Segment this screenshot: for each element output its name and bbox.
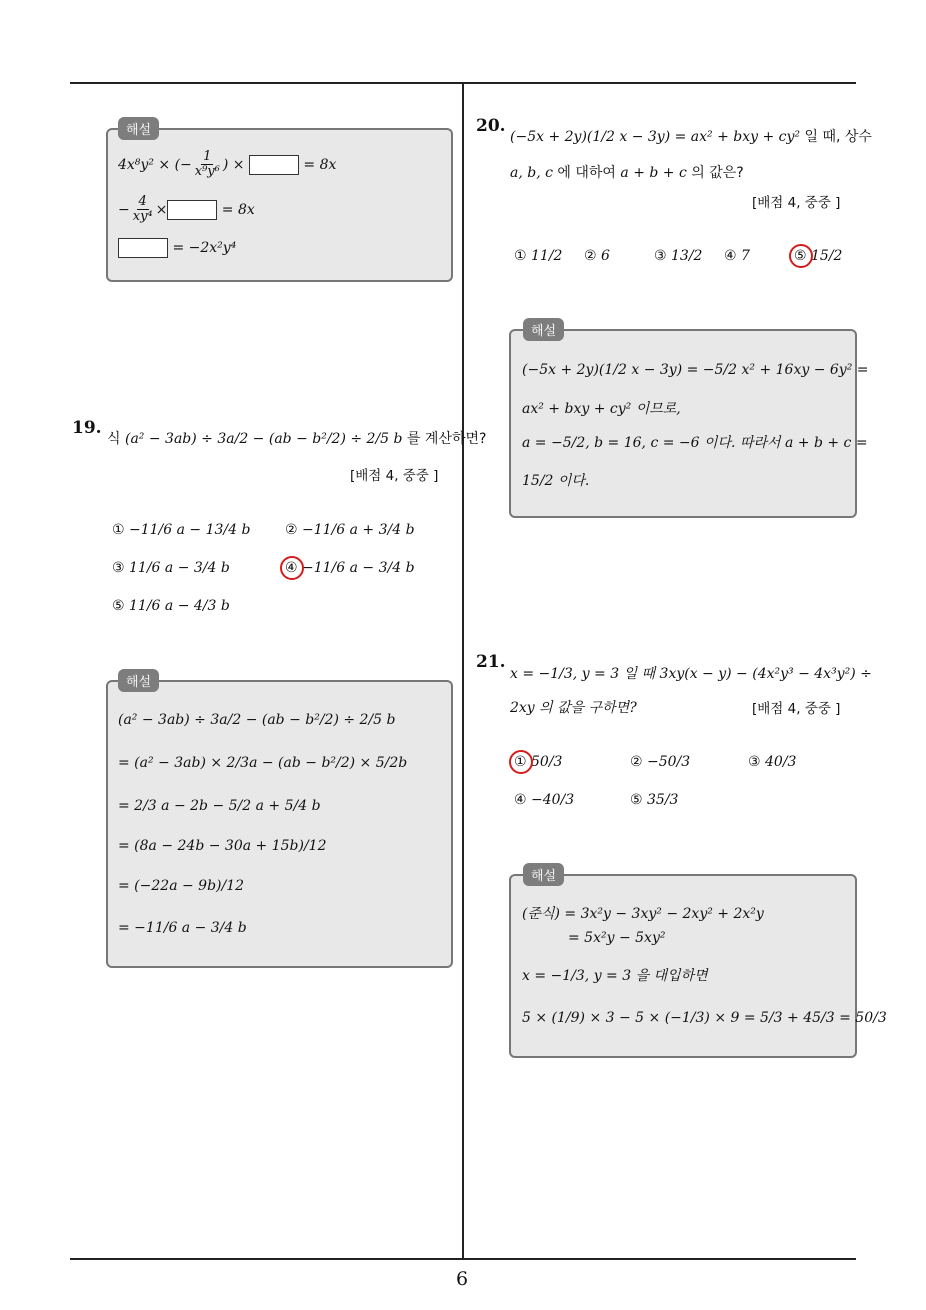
q19-question: 식 (a² − 3ab) ÷ 3a/2 − (ab − b²/2) ÷ 2/5 b 를 계산하면? [107, 431, 487, 447]
q19-option-2[interactable]: ② −11/6 a + 3/4 b [285, 522, 415, 538]
q20-option-2[interactable]: ② 6 [584, 248, 610, 264]
q21-answer-circle-mark [509, 750, 533, 774]
q20-option-5[interactable]: ⑤ 15/2 [794, 248, 843, 264]
q19-solution-line: (a² − 3ab) ÷ 3a/2 − (ab − b²/2) ÷ 2/5 b [118, 712, 396, 728]
q20-answer-circle-mark [789, 244, 813, 268]
q20-question-line-1: (−5x + 2y)(1/2 x − 3y) = ax² + bxy + cy² 일 때, 상수 [510, 129, 872, 145]
q21-option-4[interactable]: ④ −40/3 [514, 792, 575, 808]
q21-solution-line: (준식) = 3x²y − 3xy² − 2xy² + 2x²y [522, 906, 764, 922]
q20-points: [배점 4, 중중 ] [752, 195, 841, 211]
q20-solution-line: 15/2 이다. [522, 473, 590, 489]
q21-question-line-2: 2xy 의 값을 구하면? [510, 700, 637, 716]
q20-question-line-2: a, b, c 에 대하여 a + b + c 의 값은? [510, 165, 744, 181]
q20-hint-tag: 해설 [523, 318, 564, 341]
q21-hint-tag: 해설 [523, 863, 564, 886]
q18-solution-line-1: 4x⁸y² × (− $\frac{1}{\text{x⁹y⁶}}$ ) × = 8x [118, 149, 337, 180]
q21-option-3[interactable]: ③ 40/3 [748, 754, 797, 770]
q19-option-1[interactable]: ① −11/6 a − 13/4 b [112, 522, 251, 538]
q20-option-4[interactable]: ④ 7 [724, 248, 750, 264]
q21-solution-line: = 5x²y − 5xy² [568, 930, 666, 946]
q19-option-4[interactable]: ④ −11/6 a − 3/4 b [285, 560, 415, 576]
q19-solution-line: = 2/3 a − 2b − 5/2 a + 5/4 b [118, 798, 321, 814]
q19-solution-line: = −11/6 a − 3/4 b [118, 920, 247, 936]
q18-solution-line-2: − $\frac{4}{\text{xy⁴}}$ × = 8x [118, 194, 255, 225]
q21-points: [배점 4, 중중 ] [752, 701, 841, 717]
q19-solution-line: = (−22a − 9b)/12 [118, 878, 245, 894]
q20-number: 20. [476, 116, 506, 136]
q18-solution-line-3: = −2x²y⁴ [118, 238, 236, 258]
q21-number: 21. [476, 652, 506, 672]
q20-solution-line: a = −5/2, b = 16, c = −6 이다. 따라서 a + b + c = [522, 435, 868, 451]
q19-option-5[interactable]: ⑤ 11/6 a − 4/3 b [112, 598, 230, 614]
q19-points: [배점 4, 중중 ] [350, 468, 439, 484]
q19-solution-line: = (a² − 3ab) × 2/3a − (ab − b²/2) × 5/2b [118, 755, 408, 771]
q19-option-3[interactable]: ③ 11/6 a − 3/4 b [112, 560, 230, 576]
q21-option-5[interactable]: ⑤ 35/3 [630, 792, 679, 808]
q21-solution-line: 5 × (1/9) × 3 − 5 × (−1/3) × 9 = 5/3 + 45/3 = 50/3 [522, 1010, 887, 1026]
answer-blank [249, 155, 299, 175]
q20-option-3[interactable]: ③ 13/2 [654, 248, 703, 264]
answer-blank [167, 200, 217, 220]
q18-hint-tag: 해설 [118, 117, 159, 140]
q20-solution-line: ax² + bxy + cy² 이므로, [522, 401, 681, 417]
q19-number: 19. [72, 418, 102, 438]
q19-hint-tag: 해설 [118, 669, 159, 692]
page-number: 6 [456, 1268, 469, 1290]
q21-option-1[interactable]: ① 50/3 [514, 754, 563, 770]
column-divider [462, 83, 464, 1258]
q21-option-2[interactable]: ② −50/3 [630, 754, 691, 770]
answer-blank [118, 238, 168, 258]
q19-solution-line: = (8a − 24b − 30a + 15b)/12 [118, 838, 327, 854]
q20-solution-line: (−5x + 2y)(1/2 x − 3y) = −5/2 x² + 16xy − 6y² = [522, 362, 869, 378]
bottom-rule [70, 1258, 856, 1260]
q19-answer-circle-mark [280, 556, 304, 580]
q21-question-line-1: x = −1/3, y = 3 일 때 3xy(x − y) − (4x²y³ − 4x³y²) ÷ [510, 666, 872, 682]
q21-solution-line: x = −1/3, y = 3 을 대입하면 [522, 968, 708, 984]
q20-option-1[interactable]: ① 11/2 [514, 248, 563, 264]
